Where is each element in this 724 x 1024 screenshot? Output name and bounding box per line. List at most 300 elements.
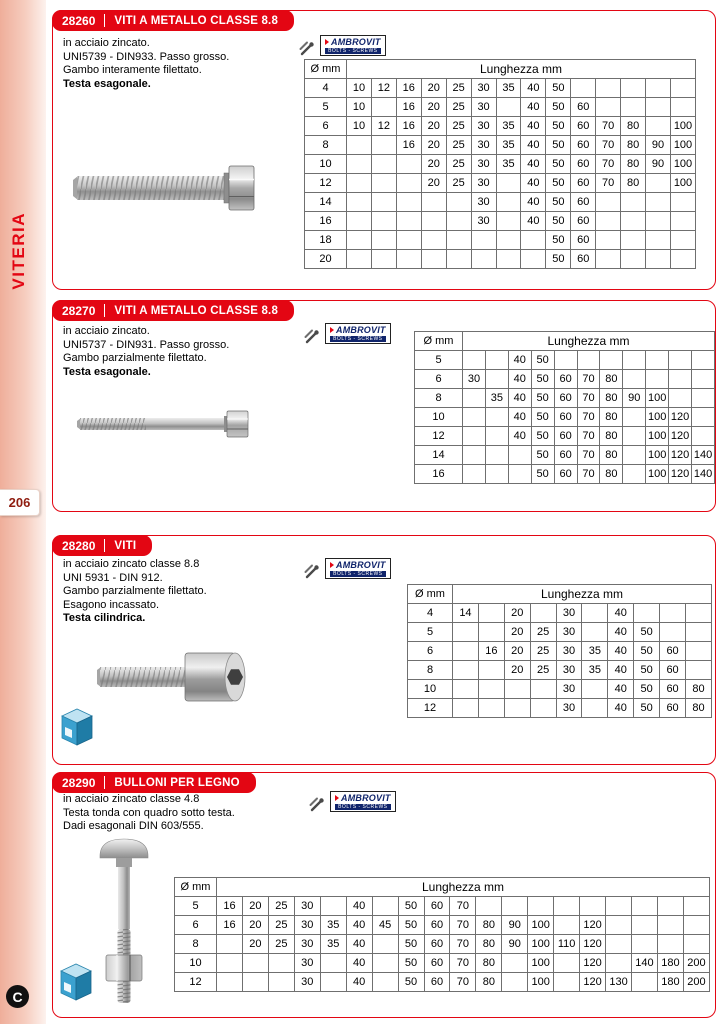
diameter-header: Ø mm	[175, 878, 217, 897]
size-cell: 80	[476, 973, 502, 992]
size-cell: 20	[242, 916, 268, 935]
size-cell: 30	[471, 136, 496, 155]
size-cell: 80	[600, 465, 623, 484]
size-cell: 100	[646, 446, 669, 465]
size-cell	[621, 212, 646, 231]
size-cell: 140	[692, 446, 715, 465]
size-cell: 30	[471, 79, 496, 98]
size-cell: 80	[600, 427, 623, 446]
header-divider	[104, 776, 105, 789]
ambrovit-logo	[299, 35, 386, 56]
diameter-cell: 8	[175, 935, 217, 954]
size-cell: 50	[398, 897, 424, 916]
size-cell	[463, 408, 486, 427]
table-header-row	[408, 585, 712, 604]
section-description: in acciaio zincato. UNI5737 - DIN931. Passo grosso. Gambo parzialmente filettato. Testa esagonale.	[63, 325, 230, 378]
size-cell	[646, 117, 671, 136]
size-cell: 80	[686, 680, 712, 699]
size-cell: 180	[657, 954, 683, 973]
diameter-cell: 14	[305, 193, 347, 212]
size-cell	[421, 250, 446, 269]
size-cell: 120	[669, 465, 692, 484]
section-28270	[52, 300, 716, 512]
brand-subtitle: BOLTS - SCREWS	[330, 571, 386, 577]
size-cell: 20	[421, 79, 446, 98]
size-cell	[692, 370, 715, 389]
size-cell: 35	[496, 79, 521, 98]
size-cell: 16	[396, 79, 421, 98]
size-cell: 35	[582, 661, 608, 680]
size-cell	[646, 212, 671, 231]
diameter-cell: 4	[305, 79, 347, 98]
section-description: in acciaio zincato. UNI5739 - DIN933. Passo grosso. Gambo interamente filettato. Testa esagonale.	[63, 37, 230, 90]
size-cell	[554, 916, 580, 935]
size-cell: 60	[424, 916, 450, 935]
size-cell: 70	[450, 897, 476, 916]
size-cell: 30	[294, 954, 320, 973]
size-cell	[485, 408, 508, 427]
size-cell: 60	[571, 155, 596, 174]
size-cell: 90	[623, 389, 646, 408]
carriage-bolt-image	[97, 835, 151, 1009]
size-cell: 20	[421, 117, 446, 136]
size-cell: 60	[554, 408, 577, 427]
brand-box	[325, 558, 391, 579]
section-header	[52, 300, 294, 321]
size-cell	[268, 973, 294, 992]
size-cell	[646, 250, 671, 269]
diameter-cell: 5	[175, 897, 217, 916]
size-cell: 35	[496, 117, 521, 136]
size-cell	[371, 231, 396, 250]
size-cell: 90	[502, 916, 528, 935]
size-cell: 100	[646, 465, 669, 484]
size-cell: 100	[528, 954, 554, 973]
table-row	[175, 973, 710, 992]
size-cell: 50	[531, 351, 554, 370]
size-cell: 100	[528, 973, 554, 992]
brand-name: AMBROVIT	[330, 560, 386, 570]
screws-icon	[299, 40, 317, 56]
size-cell: 70	[577, 427, 600, 446]
size-cell: 60	[571, 174, 596, 193]
size-cell	[478, 623, 504, 642]
table-row	[408, 642, 712, 661]
size-table-wrap	[304, 59, 696, 269]
size-cell	[623, 427, 646, 446]
size-cell: 40	[346, 916, 372, 935]
size-cell: 120	[580, 954, 606, 973]
size-cell	[496, 212, 521, 231]
size-cell: 20	[242, 935, 268, 954]
table-row	[408, 699, 712, 718]
brand-name: AMBROVIT	[335, 793, 391, 803]
size-cell: 30	[556, 623, 582, 642]
header-divider	[104, 539, 105, 552]
package-box-icon	[59, 706, 95, 748]
section-code: 28260	[62, 13, 96, 28]
size-cell	[634, 604, 660, 623]
diameter-cell: 10	[408, 680, 453, 699]
size-cell: 20	[504, 661, 530, 680]
section-title: VITI A METALLO CLASSE 8.8	[114, 304, 279, 317]
size-cell	[347, 174, 372, 193]
size-table-wrap	[414, 331, 715, 484]
size-cell	[660, 604, 686, 623]
section-28290	[52, 772, 716, 1018]
size-cell: 50	[546, 98, 571, 117]
size-cell: 30	[556, 642, 582, 661]
size-cell: 80	[600, 408, 623, 427]
size-cell: 70	[596, 136, 621, 155]
size-cell: 20	[242, 897, 268, 916]
size-cell	[320, 973, 346, 992]
size-cell: 50	[531, 427, 554, 446]
size-cell	[320, 954, 346, 973]
size-cell	[571, 79, 596, 98]
size-cell: 50	[634, 623, 660, 642]
size-cell	[554, 954, 580, 973]
size-cell: 60	[554, 389, 577, 408]
size-cell: 80	[476, 954, 502, 973]
size-cell	[371, 250, 396, 269]
size-cell	[530, 680, 556, 699]
size-cell: 50	[546, 136, 571, 155]
size-cell	[453, 623, 479, 642]
size-cell	[623, 446, 646, 465]
size-cell	[453, 699, 479, 718]
size-cell	[217, 954, 243, 973]
size-cell: 120	[580, 935, 606, 954]
package-box-icon	[58, 961, 94, 1003]
size-cell	[371, 98, 396, 117]
diameter-cell: 6	[408, 642, 453, 661]
size-cell: 40	[521, 79, 546, 98]
size-cell: 40	[608, 604, 634, 623]
size-cell: 40	[508, 351, 531, 370]
table-row	[305, 174, 696, 193]
size-cell: 100	[528, 916, 554, 935]
size-cell	[372, 973, 398, 992]
size-cell	[582, 699, 608, 718]
size-cell: 35	[320, 916, 346, 935]
length-header: Lunghezza mm	[217, 878, 710, 897]
size-table	[304, 59, 696, 269]
size-cell: 100	[670, 174, 695, 193]
size-cell: 60	[554, 465, 577, 484]
size-cell: 50	[546, 231, 571, 250]
size-cell	[670, 231, 695, 250]
diameter-cell: 12	[175, 973, 217, 992]
table-row	[175, 954, 710, 973]
size-cell	[504, 680, 530, 699]
size-cell	[596, 98, 621, 117]
size-cell: 20	[504, 623, 530, 642]
size-cell: 40	[346, 935, 372, 954]
section-28280	[52, 535, 716, 765]
size-cell	[446, 212, 471, 231]
size-cell: 50	[546, 212, 571, 231]
publisher-logo: C	[6, 985, 29, 1008]
size-cell	[485, 370, 508, 389]
size-cell: 80	[476, 935, 502, 954]
size-cell	[463, 465, 486, 484]
size-cell: 20	[421, 98, 446, 117]
size-cell	[606, 897, 632, 916]
brand-subtitle: BOLTS - SCREWS	[330, 336, 386, 342]
size-cell	[577, 351, 600, 370]
size-cell: 80	[621, 117, 646, 136]
size-cell: 80	[600, 370, 623, 389]
size-cell	[646, 79, 671, 98]
size-cell	[692, 389, 715, 408]
size-cell: 100	[646, 389, 669, 408]
size-cell: 80	[600, 446, 623, 465]
size-cell: 30	[294, 916, 320, 935]
size-cell: 25	[446, 155, 471, 174]
size-cell: 35	[496, 136, 521, 155]
size-cell	[596, 79, 621, 98]
size-cell: 40	[608, 623, 634, 642]
size-cell: 60	[571, 117, 596, 136]
diameter-cell: 12	[305, 174, 347, 193]
size-cell: 20	[421, 174, 446, 193]
diameter-cell: 10	[415, 408, 463, 427]
size-cell	[596, 250, 621, 269]
diameter-cell: 12	[415, 427, 463, 446]
size-cell	[347, 193, 372, 212]
size-cell	[530, 699, 556, 718]
size-table	[414, 331, 715, 484]
size-cell	[621, 193, 646, 212]
table-row	[175, 916, 710, 935]
size-cell: 30	[556, 661, 582, 680]
size-cell	[646, 98, 671, 117]
size-cell: 50	[546, 117, 571, 136]
size-cell: 25	[530, 623, 556, 642]
size-cell	[371, 136, 396, 155]
table-row	[305, 250, 696, 269]
size-cell	[670, 250, 695, 269]
size-cell: 25	[446, 117, 471, 136]
diameter-cell: 8	[408, 661, 453, 680]
size-cell: 120	[580, 973, 606, 992]
size-cell	[453, 661, 479, 680]
size-cell: 50	[634, 661, 660, 680]
size-cell: 70	[596, 155, 621, 174]
size-cell: 25	[446, 98, 471, 117]
size-cell: 40	[521, 174, 546, 193]
size-cell	[686, 623, 712, 642]
size-cell: 50	[634, 642, 660, 661]
size-cell	[621, 79, 646, 98]
size-cell	[371, 212, 396, 231]
size-cell: 50	[634, 699, 660, 718]
size-cell: 60	[571, 231, 596, 250]
size-cell	[646, 351, 669, 370]
diameter-header: Ø mm	[305, 60, 347, 79]
size-cell: 40	[521, 193, 546, 212]
size-cell	[347, 212, 372, 231]
size-cell: 50	[546, 174, 571, 193]
size-cell	[657, 935, 683, 954]
size-cell	[670, 98, 695, 117]
size-cell	[623, 370, 646, 389]
table-row	[408, 680, 712, 699]
size-cell	[471, 231, 496, 250]
ambrovit-logo	[309, 791, 396, 812]
size-cell	[554, 897, 580, 916]
size-cell: 12	[371, 117, 396, 136]
table-row	[305, 117, 696, 136]
size-cell	[446, 250, 471, 269]
section-code: 28280	[62, 538, 96, 553]
size-cell: 80	[621, 136, 646, 155]
header-divider	[104, 14, 105, 27]
size-cell: 40	[521, 155, 546, 174]
size-cell: 30	[471, 174, 496, 193]
size-cell	[496, 250, 521, 269]
table-header-row	[415, 332, 715, 351]
diameter-cell: 6	[175, 916, 217, 935]
table-row	[175, 897, 710, 916]
size-cell: 30	[294, 973, 320, 992]
size-cell: 40	[608, 680, 634, 699]
diameter-header: Ø mm	[408, 585, 453, 604]
size-cell: 14	[453, 604, 479, 623]
size-cell: 180	[657, 973, 683, 992]
size-cell	[646, 193, 671, 212]
diameter-cell: 5	[305, 98, 347, 117]
size-cell	[508, 446, 531, 465]
size-cell	[371, 155, 396, 174]
size-cell	[396, 212, 421, 231]
size-cell: 60	[554, 427, 577, 446]
size-cell: 70	[450, 935, 476, 954]
size-cell: 90	[502, 935, 528, 954]
size-cell: 100	[670, 117, 695, 136]
size-cell: 40	[521, 98, 546, 117]
size-cell	[421, 231, 446, 250]
size-table	[174, 877, 710, 992]
size-cell	[453, 680, 479, 699]
size-cell	[463, 446, 486, 465]
size-cell	[521, 250, 546, 269]
size-cell: 70	[450, 973, 476, 992]
hex-bolt-image	[71, 163, 256, 213]
size-cell	[372, 935, 398, 954]
size-cell: 110	[554, 935, 580, 954]
ambrovit-logo	[304, 558, 391, 579]
length-header: Lunghezza mm	[463, 332, 715, 351]
length-header: Lunghezza mm	[453, 585, 712, 604]
size-cell	[632, 916, 658, 935]
size-cell: 60	[571, 136, 596, 155]
size-cell: 30	[471, 212, 496, 231]
size-cell	[496, 98, 521, 117]
size-cell: 40	[521, 212, 546, 231]
size-cell	[596, 231, 621, 250]
size-cell: 30	[556, 699, 582, 718]
size-cell: 16	[396, 117, 421, 136]
size-cell: 200	[683, 973, 709, 992]
size-cell: 80	[600, 389, 623, 408]
size-cell	[621, 98, 646, 117]
brand-name: AMBROVIT	[325, 37, 381, 47]
size-cell	[623, 408, 646, 427]
size-cell: 60	[424, 973, 450, 992]
size-cell	[521, 231, 546, 250]
size-cell: 70	[577, 389, 600, 408]
size-cell: 20	[504, 642, 530, 661]
size-cell: 70	[577, 370, 600, 389]
size-cell: 25	[446, 174, 471, 193]
size-cell: 60	[660, 680, 686, 699]
size-cell: 80	[621, 174, 646, 193]
size-cell	[372, 897, 398, 916]
size-cell	[657, 897, 683, 916]
size-cell	[347, 250, 372, 269]
section-title: VITI	[114, 539, 137, 552]
size-cell	[580, 897, 606, 916]
size-cell	[646, 174, 671, 193]
size-cell: 100	[646, 427, 669, 446]
size-cell: 40	[608, 642, 634, 661]
size-cell: 50	[531, 408, 554, 427]
size-cell: 60	[424, 897, 450, 916]
size-cell: 10	[347, 117, 372, 136]
size-cell	[582, 623, 608, 642]
size-cell: 60	[571, 193, 596, 212]
diameter-cell: 18	[305, 231, 347, 250]
size-cell	[502, 973, 528, 992]
size-cell: 25	[446, 79, 471, 98]
brand-name: AMBROVIT	[330, 325, 386, 335]
length-header: Lunghezza mm	[347, 60, 696, 79]
size-cell	[632, 973, 658, 992]
size-cell	[606, 954, 632, 973]
size-cell	[496, 231, 521, 250]
size-cell: 50	[546, 155, 571, 174]
size-cell	[347, 155, 372, 174]
diameter-cell: 10	[175, 954, 217, 973]
size-cell: 50	[531, 389, 554, 408]
size-table-wrap	[174, 877, 710, 992]
partial-thread-bolt-image	[75, 409, 251, 439]
size-cell	[421, 212, 446, 231]
diameter-cell: 10	[305, 155, 347, 174]
size-cell	[508, 465, 531, 484]
size-cell	[217, 973, 243, 992]
size-cell	[621, 250, 646, 269]
size-cell: 50	[398, 916, 424, 935]
size-cell	[692, 351, 715, 370]
size-cell: 90	[646, 136, 671, 155]
size-cell: 30	[471, 193, 496, 212]
size-cell	[496, 174, 521, 193]
size-cell: 70	[577, 408, 600, 427]
table-row	[415, 446, 715, 465]
size-cell	[504, 699, 530, 718]
section-code: 28270	[62, 303, 96, 318]
size-cell	[692, 408, 715, 427]
size-cell	[660, 623, 686, 642]
size-cell	[485, 427, 508, 446]
size-cell: 60	[660, 661, 686, 680]
size-cell: 60	[660, 642, 686, 661]
size-cell: 30	[463, 370, 486, 389]
table-row	[408, 661, 712, 680]
